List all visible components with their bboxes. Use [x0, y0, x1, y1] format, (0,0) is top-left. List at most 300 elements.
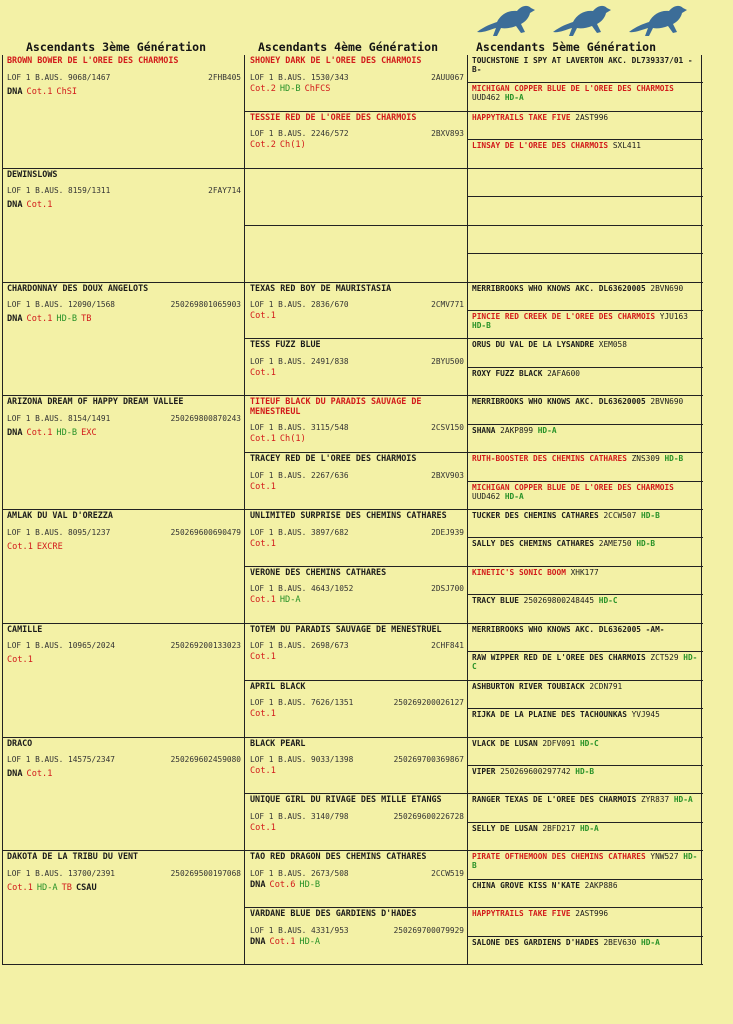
gen4-column: [244, 55, 468, 965]
dog-entry-part: ZCT529: [645, 653, 684, 663]
dog-entry: [468, 823, 703, 833]
dog-identifier: 2BYU500: [431, 356, 464, 366]
registration-line: [3, 186, 244, 197]
dog-entry-part: MERRIBROOKS WHO KNOWS AKC. DL6362005 -AM-: [472, 624, 665, 634]
dog-entry-part: SALONE DES GARDIENS D'HADES: [472, 937, 599, 947]
health-tags: [3, 425, 244, 439]
gen4-dog-cell: [245, 339, 467, 396]
dog-entry-part: HD-A: [579, 823, 599, 833]
dog-entry-part: MICHIGAN COPPER BLUE DE L'OREE DES CHARMOIS: [472, 84, 674, 94]
lof-number: LOF 1 B.AUS. 3115/548: [250, 423, 349, 433]
registration-line: [245, 755, 467, 766]
gen5-dog-cell: [468, 55, 703, 83]
gen5-dog-cell: [468, 738, 703, 766]
dog-logos: [475, 2, 689, 40]
dog-name: TEXAS RED BOY DE MAURISTASIA: [250, 282, 392, 293]
health-tag: Cot.1: [26, 200, 53, 211]
registration-line: [3, 641, 244, 652]
gen5-dog-cell: [468, 425, 703, 453]
health-tags: [3, 652, 244, 666]
health-tag: HD-A: [299, 936, 321, 947]
dog-identifier: 2DSJ700: [431, 584, 464, 594]
gen5-dog-cell: [468, 226, 703, 254]
gen5-dog-cell: [468, 823, 703, 851]
gen5-dog-cell: [468, 396, 703, 424]
gen5-column: [468, 55, 703, 965]
registration-line: [245, 300, 467, 311]
dog-entry-part: RIJKA DE LA PLAINE DES TACHOUNKAS: [472, 710, 627, 720]
registration-line: [3, 414, 244, 425]
dog-entry-part: ZNS309: [626, 454, 665, 464]
gen3-dog-cell: [3, 510, 244, 624]
dog-name: DRACO: [7, 737, 33, 748]
dog-name: UNLIMITED SURPRISE DES CHEMINS CATHARES: [250, 510, 447, 520]
health-tag: EXCRE: [36, 541, 63, 552]
dog-name: ARIZONA DREAM OF HAPPY DREAM VALLEE: [7, 396, 184, 407]
health-tags: [245, 84, 467, 95]
dog-entry-part: HD-A: [504, 491, 524, 501]
gen4-dog-cell: [245, 851, 467, 908]
dog-entry-part: VLACK DE LUSAN: [472, 738, 538, 748]
dog-entry: [468, 538, 703, 548]
health-tag: ChFCS: [304, 83, 331, 94]
gen5-dog-cell: [468, 83, 703, 111]
dog-entry: [468, 794, 703, 804]
health-tags: [245, 595, 467, 606]
dog-entry-part: 2BVN690: [645, 283, 684, 293]
dog-entry-part: HD-C: [598, 596, 618, 606]
dog-entry: [468, 339, 703, 349]
dog-entry-part: RAW WIPPER RED DE L'OREE DES CHARMOIS: [472, 653, 646, 663]
health-tags: [245, 539, 467, 550]
gen3-dog-cell: [3, 283, 244, 397]
dog-entry: [468, 83, 703, 102]
dog-entry-part: HD-B: [664, 454, 684, 464]
lof-number: LOF 1 B.AUS. 3897/682: [250, 527, 349, 537]
dog-entry: [468, 368, 703, 378]
gen4-dog-cell: [245, 169, 467, 226]
gen5-dog-cell: [468, 595, 703, 623]
dog-identifier: 250269200026127: [393, 698, 464, 708]
health-tag: Cot.6: [269, 879, 296, 890]
dog-identifier: 250269700079929: [393, 925, 464, 935]
lof-number: LOF 1 B.AUS. 9068/1467: [7, 72, 111, 82]
health-tags: [3, 311, 244, 325]
dog-entry: [468, 140, 703, 150]
dog-identifier: 2FAY714: [208, 186, 241, 196]
registration-line: [245, 357, 467, 368]
health-tag: Cot.1: [250, 481, 276, 492]
health-tag: HD-A: [36, 882, 58, 893]
dog-entry-part: HD-A: [504, 93, 524, 103]
lof-number: LOF 1 B.AUS. 2491/838: [250, 356, 349, 366]
gen5-dog-cell: [468, 339, 703, 367]
health-tags: [245, 709, 467, 720]
dog-identifier: 2BXV903: [431, 470, 464, 480]
health-tag: Cot.1: [250, 311, 276, 321]
dog-identifier: 2AUU067: [431, 72, 464, 82]
health-tag: Cot.1: [250, 652, 276, 663]
gen4-dog-cell: [245, 396, 467, 453]
running-dog-icon: [475, 2, 537, 40]
dog-entry-part: UUD462: [472, 93, 505, 103]
health-tags: [245, 937, 467, 948]
health-tag: Cot.1: [250, 367, 276, 378]
dog-identifier: 2DEJ939: [431, 527, 464, 537]
health-tags: [245, 368, 467, 379]
dog-entry-part: HD-B: [575, 766, 595, 776]
dog-name: VARDANE BLUE DES GARDIENS D'HADES: [250, 908, 417, 919]
registration-line: [3, 755, 244, 766]
lof-number: LOF 1 B.AUS. 2267/636: [250, 470, 349, 480]
health-tags: [3, 880, 244, 894]
registration-line: [3, 300, 244, 311]
health-tag: Cot.1: [250, 595, 276, 606]
registration-line: [3, 528, 244, 539]
lof-number: LOF 1 B.AUS. 4331/953: [250, 925, 349, 935]
registration-line: [245, 471, 467, 482]
dog-entry-part: 2BEV630: [598, 937, 641, 947]
gen5-dog-cell: [468, 880, 703, 908]
dog-entry-part: 2AKP886: [579, 880, 618, 890]
generation-headers: [2, 40, 700, 56]
gen3-column: [3, 55, 244, 965]
health-tag: Cot.1: [250, 538, 276, 549]
lof-number: LOF 1 B.AUS. 10965/2024: [7, 641, 115, 651]
health-tag: Cot.2: [250, 83, 276, 94]
gen5-dog-cell: [468, 169, 703, 197]
dog-identifier: 250269800870243: [170, 413, 241, 423]
registration-line: [245, 698, 467, 709]
running-dog-icon: [551, 2, 613, 40]
health-tag: Cot.1: [26, 427, 53, 438]
dog-name: BLACK PEARL: [250, 737, 306, 748]
health-tags: [245, 880, 467, 891]
health-tag: Cot.2: [250, 140, 276, 151]
gen5-dog-cell: [468, 283, 703, 311]
dog-entry: [468, 567, 703, 577]
lof-number: LOF 1 B.AUS. 8154/1491: [7, 413, 111, 423]
health-tag: DNA: [250, 936, 266, 947]
lof-number: LOF 1 B.AUS. 2246/572: [250, 129, 349, 139]
dog-entry: [468, 283, 703, 293]
health-tags: [245, 652, 467, 663]
dog-identifier: 2BXV893: [431, 129, 464, 139]
dog-entry-part: ASHBURTON RIVER TOUBIACK: [472, 681, 585, 691]
gen5-dog-cell: [468, 140, 703, 168]
dog-entry-part: SELLY DE LUSAN: [472, 823, 538, 833]
health-tag: Cot.1: [26, 314, 53, 324]
dog-entry: [468, 652, 703, 671]
health-tags: [3, 766, 244, 780]
dog-entry: [468, 55, 703, 74]
dog-entry-part: 2AST996: [570, 909, 609, 919]
health-tag: EXC: [81, 427, 97, 438]
gen5-dog-cell: [468, 368, 703, 396]
health-tags: [3, 197, 244, 211]
dog-entry-part: HD-B: [641, 511, 660, 520]
dog-entry-part: HAPPYTRAILS TAKE FIVE: [472, 112, 571, 122]
dog-entry-part: HD-B: [472, 320, 491, 330]
gen4-dog-cell: [245, 453, 467, 510]
dog-entry-part: 2AST996: [570, 112, 609, 122]
dog-entry-part: 2AME750: [594, 539, 637, 549]
lof-number: LOF 1 B.AUS. 2673/508: [250, 868, 349, 878]
health-tag: Cot.1: [269, 936, 296, 947]
dog-entry-part: ZYR837: [636, 795, 674, 805]
gen5-dog-cell: [468, 453, 703, 481]
dog-entry-part: 2AKP899: [495, 425, 538, 435]
dog-entry-part: HAPPYTRAILS TAKE FIVE: [472, 909, 571, 919]
dog-identifier: 250269602459080: [170, 755, 241, 764]
gen4-dog-cell: [245, 738, 467, 795]
dog-entry-part: XEM058: [594, 340, 627, 350]
gen5-dog-cell: [468, 510, 703, 538]
gen5-dog-cell: [468, 681, 703, 709]
dog-entry: [468, 396, 703, 406]
health-tag: Cot.1: [7, 541, 33, 552]
dog-entry-part: HD-C: [579, 738, 599, 748]
gen4-dog-cell: [245, 567, 467, 624]
dog-name: DAKOTA DE LA TRIBU DU VENT: [7, 851, 139, 862]
health-tags: [245, 311, 467, 322]
gen5-dog-cell: [468, 794, 703, 822]
lof-number: LOF 1 B.AUS. 8095/1237: [7, 527, 111, 537]
dog-entry-part: MICHIGAN COPPER BLUE DE L'OREE DES CHARMOIS: [472, 482, 674, 492]
health-tag: Cot.1: [250, 766, 276, 776]
dog-name: CAMILLE: [7, 623, 43, 634]
dog-entry-part: ORUS DU VAL DE LA LYSANDRE: [472, 340, 595, 350]
lof-number: LOF 1 B.AUS. 2698/673: [250, 641, 349, 651]
dog-entry-part: YNW527: [645, 852, 684, 862]
registration-line: [245, 584, 467, 595]
dog-name: TAO RED DRAGON DES CHEMINS CATHARES: [250, 851, 427, 862]
health-tags: [3, 539, 244, 553]
gen3-dog-cell: [3, 851, 244, 965]
health-tag: TB: [81, 314, 92, 324]
lof-number: LOF 1 B.AUS. 8159/1311: [7, 186, 111, 196]
dog-entry: [468, 595, 703, 605]
dog-entry-part: 250269800248445: [518, 596, 599, 606]
dog-entry-part: PINCIE RED CREEK DE L'OREE DES CHARMOIS: [472, 311, 656, 321]
header-gen3: Ascendants 3ème Génération: [26, 40, 207, 54]
dog-identifier: 2FHB405: [208, 72, 241, 82]
gen5-dog-cell: [468, 624, 703, 652]
dog-entry-part: 2CCW507: [598, 511, 641, 520]
gen4-dog-cell: [245, 283, 467, 340]
health-tag: Cot.1: [26, 769, 53, 779]
gen5-dog-cell: [468, 567, 703, 595]
dog-entry-part: ROXY FUZZ BLACK: [472, 368, 543, 378]
gen5-dog-cell: [468, 766, 703, 794]
dog-entry-part: TRACY BLUE: [472, 596, 519, 606]
gen5-dog-cell: [468, 908, 703, 936]
registration-line: [3, 73, 244, 84]
dog-name: TOTEM DU PARADIS SAUVAGE DE MENESTRUEL: [250, 623, 442, 634]
dog-name: TITEUF BLACK DU PARADIS SAUVAGE DE MENESTREUL: [250, 396, 422, 416]
health-tag: Cot.1: [26, 86, 53, 97]
dog-name: TRACEY RED DE L'OREE DES CHARMOIS: [250, 453, 417, 464]
gen4-dog-cell: [245, 55, 467, 112]
gen5-dog-cell: [468, 197, 703, 225]
dog-identifier: 250269600690479: [170, 527, 241, 537]
dog-entry: [468, 880, 703, 890]
dog-entry: [468, 453, 703, 463]
pedigree-grid: [2, 55, 702, 965]
dog-name: BROWN BOWER DE L'OREE DES CHARMOIS: [7, 55, 179, 65]
dog-entry-part: 2DFV091: [537, 738, 580, 748]
gen5-dog-cell: [468, 254, 703, 282]
gen5-dog-cell: [468, 851, 703, 879]
dog-entry: [468, 709, 703, 719]
health-tag: TB: [61, 882, 72, 893]
health-tag: DNA: [7, 769, 23, 779]
registration-line: [245, 129, 467, 140]
registration-line: [245, 812, 467, 823]
health-tag: Cot.1: [250, 434, 276, 445]
dog-entry-part: 2AFA600: [542, 368, 580, 378]
dog-entry: [468, 908, 703, 918]
health-tag: HD-B: [56, 314, 78, 324]
dog-entry-part: CHINA GROVE KISS N'KATE: [472, 880, 580, 890]
lof-number: LOF 1 B.AUS. 4643/1052: [250, 584, 354, 594]
gen4-dog-cell: [245, 510, 467, 567]
header-gen5: Ascendants 5ème Génération: [476, 40, 657, 54]
dog-identifier: 250269200133023: [170, 641, 241, 651]
dog-entry-part: RANGER TEXAS DE L'OREE DES CHARMOIS: [472, 795, 637, 805]
dog-identifier: 250269801065903: [170, 300, 241, 309]
dog-name: APRIL BLACK: [250, 680, 306, 691]
gen3-dog-cell: [3, 624, 244, 738]
dog-entry-part: SHANA: [472, 425, 496, 435]
health-tag: CSAU: [75, 882, 97, 893]
dog-entry-part: HD-B: [636, 539, 656, 549]
dog-entry: [468, 937, 703, 947]
lof-number: LOF 1 B.AUS. 12090/1568: [7, 300, 115, 309]
dog-entry-part: MERRIBROOKS WHO KNOWS AKC. DL63620005: [472, 397, 646, 407]
lof-number: LOF 1 B.AUS. 3140/798: [250, 811, 349, 821]
health-tags: [245, 823, 467, 834]
dog-entry-part: HD-A: [673, 795, 693, 805]
running-dog-icon: [627, 2, 689, 40]
gen4-dog-cell: [245, 624, 467, 681]
health-tag: HD-B: [279, 83, 301, 94]
health-tags: [245, 434, 467, 445]
gen4-dog-cell: [245, 112, 467, 169]
dog-entry-part: HD-B: [472, 852, 698, 871]
gen5-dog-cell: [468, 709, 703, 737]
lof-number: LOF 1 B.AUS. 9033/1398: [250, 755, 354, 764]
health-tag: Cot.1: [250, 822, 276, 833]
health-tag: Cot.1: [250, 709, 276, 720]
health-tag: Cot.1: [7, 882, 33, 893]
lof-number: LOF 1 B.AUS. 7626/1351: [250, 698, 354, 708]
dog-entry-part: VIPER: [472, 766, 496, 776]
health-tag: Cot.1: [7, 655, 33, 666]
health-tag: Ch(1): [279, 140, 306, 151]
header-gen4: Ascendants 4ème Génération: [258, 40, 439, 54]
health-tag: Ch(1): [279, 434, 306, 445]
dog-entry-part: YJU163: [655, 311, 688, 321]
dog-entry-part: PIRATE OFTHEMOON DES CHEMINS CATHARES: [472, 852, 646, 862]
dog-name: AMLAK DU VAL D'OREZZA: [7, 510, 113, 520]
dog-entry-part: KINETIC'S SONIC BOOM: [472, 567, 566, 577]
lof-number: LOF 1 B.AUS. 2836/670: [250, 300, 349, 309]
dog-entry: [468, 510, 703, 520]
dog-name: UNIQUE GIRL DU RIVAGE DES MILLE ETANGS: [250, 794, 442, 805]
dog-entry: [468, 482, 703, 501]
gen5-dog-cell: [468, 311, 703, 339]
dog-name: DEWINSLOWS: [7, 168, 58, 179]
gen3-dog-cell: [3, 55, 244, 169]
dog-entry: [468, 311, 703, 330]
dog-identifier: 2CHF841: [431, 641, 464, 651]
gen3-dog-cell: [3, 738, 244, 852]
dog-identifier: 2CSV150: [431, 423, 464, 433]
dog-entry-part: RUTH-BOOSTER DES CHEMINS CATHARES: [472, 454, 627, 464]
gen3-dog-cell: [3, 169, 244, 283]
health-tag: DNA: [250, 879, 266, 890]
dog-entry-part: HD-A: [641, 937, 660, 947]
gen4-dog-cell: [245, 681, 467, 738]
dog-entry: [468, 681, 703, 691]
dog-name: CHARDONNAY DES DOUX ANGELOTS: [7, 282, 149, 293]
health-tags: [245, 482, 467, 493]
gen5-dog-cell: [468, 482, 703, 510]
registration-line: [245, 423, 467, 434]
lof-number: LOF 1 B.AUS. 14575/2347: [7, 755, 115, 764]
dog-name: TESSIE RED DE L'OREE DES CHARMOIS: [250, 111, 417, 122]
health-tag: DNA: [7, 86, 23, 97]
health-tags: [245, 140, 467, 151]
dog-entry: [468, 738, 703, 748]
dog-entry-part: UUD462: [472, 491, 505, 501]
dog-entry-part: YVJ945: [626, 710, 660, 720]
health-tags: [245, 766, 467, 777]
dog-entry-part: XHK177: [565, 567, 599, 577]
registration-line: [245, 869, 467, 880]
dog-name: TESS FUZZ BLUE: [250, 339, 321, 350]
dog-entry-part: 2BFD217: [537, 823, 580, 833]
dog-entry-part: LINSAY DE L'OREE DES CHARMOIS: [472, 141, 609, 151]
health-tags: [3, 84, 244, 98]
health-tag: HD-B: [56, 427, 78, 438]
health-tag: HD-B: [299, 879, 321, 890]
registration-line: [245, 73, 467, 84]
lof-number: LOF 1 B.AUS. 13700/2391: [7, 868, 115, 878]
dog-entry-part: SXL411: [608, 141, 641, 151]
dog-name: SHONEY DARK DE L'OREE DES CHARMOIS: [250, 55, 422, 65]
registration-line: [245, 926, 467, 937]
dog-entry-part: MERRIBROOKS WHO KNOWS AKC. DL63620005: [472, 283, 646, 293]
health-tag: ChSI: [56, 86, 78, 97]
lof-number: LOF 1 B.AUS. 1530/343: [250, 72, 349, 82]
dog-entry-part: HD-A: [537, 425, 557, 435]
dog-entry-part: TOUCHSTONE I SPY AT LAVERTON AKC. DL739337/01 -B-: [472, 56, 693, 74]
registration-line: [3, 869, 244, 880]
gen5-dog-cell: [468, 652, 703, 680]
registration-line: [245, 641, 467, 652]
gen4-dog-cell: [245, 908, 467, 965]
gen3-dog-cell: [3, 396, 244, 510]
gen5-dog-cell: [468, 937, 703, 965]
dog-entry: [468, 425, 703, 435]
registration-line: [245, 528, 467, 539]
gen4-dog-cell: [245, 794, 467, 851]
dog-entry-part: TUCKER DES CHEMINS CATHARES: [472, 511, 599, 520]
dog-identifier: 250269600226728: [393, 811, 464, 821]
health-tag: DNA: [7, 314, 23, 324]
